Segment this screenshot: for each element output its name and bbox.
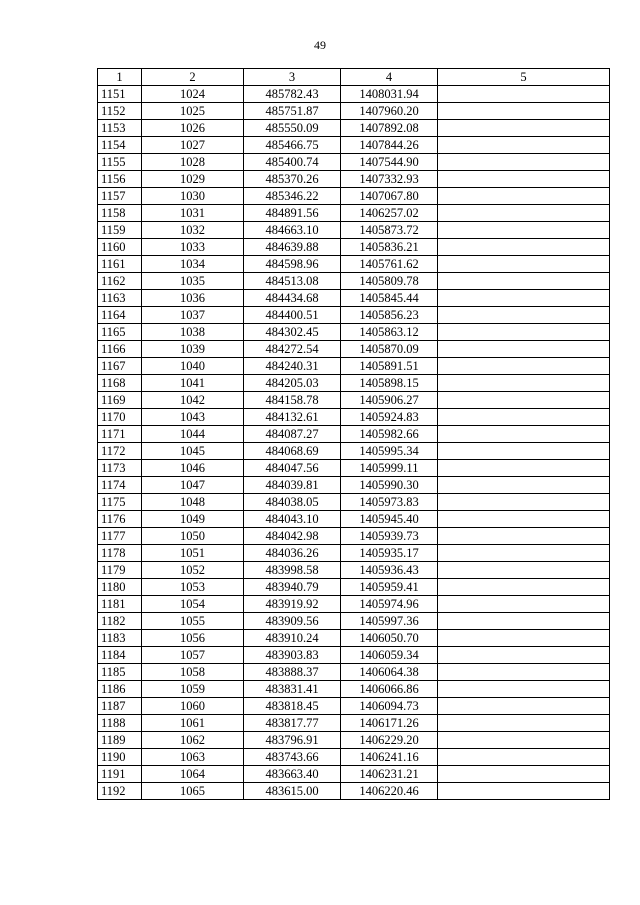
table-row [98, 341, 610, 358]
row-number-cell: 1159 [98, 222, 142, 239]
table-row [98, 239, 610, 256]
page-number: 49 [314, 38, 326, 52]
x-coordinate-cell: 484400.51 [244, 307, 341, 324]
point-number-cell: 1051 [142, 545, 244, 562]
table-row [98, 273, 610, 290]
x-coordinate-cell: 484434.68 [244, 290, 341, 307]
point-number-cell: 1039 [142, 341, 244, 358]
row-number-cell: 1163 [98, 290, 142, 307]
x-coordinate-cell: 485550.09 [244, 120, 341, 137]
point-number-cell: 1031 [142, 205, 244, 222]
point-number-cell: 1033 [142, 239, 244, 256]
note-cell [438, 698, 610, 715]
x-coordinate-cell: 483910.24 [244, 630, 341, 647]
y-coordinate-cell: 1405997.36 [341, 613, 438, 630]
x-coordinate-cell: 484891.56 [244, 205, 341, 222]
note-cell [438, 494, 610, 511]
table-row [98, 494, 610, 511]
y-coordinate-cell: 1405870.09 [341, 341, 438, 358]
x-coordinate-cell: 483998.58 [244, 562, 341, 579]
y-coordinate-cell: 1405761.62 [341, 256, 438, 273]
point-number-cell: 1053 [142, 579, 244, 596]
note-cell [438, 562, 610, 579]
note-cell [438, 749, 610, 766]
y-coordinate-cell: 1406050.70 [341, 630, 438, 647]
y-coordinate-cell: 1405873.72 [341, 222, 438, 239]
y-coordinate-cell: 1405973.83 [341, 494, 438, 511]
y-coordinate-cell: 1405995.34 [341, 443, 438, 460]
x-coordinate-cell: 484132.61 [244, 409, 341, 426]
table-row [98, 528, 610, 545]
x-coordinate-cell: 483796.91 [244, 732, 341, 749]
x-coordinate-cell: 484068.69 [244, 443, 341, 460]
point-number-cell: 1065 [142, 783, 244, 800]
row-number-cell: 1174 [98, 477, 142, 494]
y-coordinate-cell: 1405924.83 [341, 409, 438, 426]
table-row [98, 120, 610, 137]
table-row [98, 647, 610, 664]
point-number-cell: 1042 [142, 392, 244, 409]
x-coordinate-cell: 483940.79 [244, 579, 341, 596]
table-row [98, 698, 610, 715]
table-row [98, 205, 610, 222]
table-row [98, 477, 610, 494]
x-coordinate-cell: 483909.56 [244, 613, 341, 630]
table-row [98, 222, 610, 239]
y-coordinate-cell: 1405959.41 [341, 579, 438, 596]
row-number-cell: 1182 [98, 613, 142, 630]
row-number-cell: 1161 [98, 256, 142, 273]
x-coordinate-cell: 484039.81 [244, 477, 341, 494]
note-cell [438, 579, 610, 596]
x-coordinate-cell: 485782.43 [244, 86, 341, 103]
note-cell [438, 205, 610, 222]
point-number-cell: 1044 [142, 426, 244, 443]
point-number-cell: 1034 [142, 256, 244, 273]
point-number-cell: 1041 [142, 375, 244, 392]
point-number-cell: 1038 [142, 324, 244, 341]
table-row [98, 392, 610, 409]
note-cell [438, 171, 610, 188]
point-number-cell: 1035 [142, 273, 244, 290]
table-row [98, 154, 610, 171]
table-row [98, 426, 610, 443]
point-number-cell: 1056 [142, 630, 244, 647]
table-row [98, 443, 610, 460]
row-number-cell: 1183 [98, 630, 142, 647]
table-row [98, 137, 610, 154]
y-coordinate-cell: 1406059.34 [341, 647, 438, 664]
y-coordinate-cell: 1407067.80 [341, 188, 438, 205]
row-number-cell: 1167 [98, 358, 142, 375]
x-coordinate-cell: 484513.08 [244, 273, 341, 290]
row-number-cell: 1151 [98, 86, 142, 103]
point-number-cell: 1057 [142, 647, 244, 664]
point-number-cell: 1050 [142, 528, 244, 545]
x-coordinate-cell: 485400.74 [244, 154, 341, 171]
x-coordinate-cell: 484047.56 [244, 460, 341, 477]
point-number-cell: 1032 [142, 222, 244, 239]
table-row [98, 749, 610, 766]
note-cell [438, 664, 610, 681]
point-number-cell: 1028 [142, 154, 244, 171]
y-coordinate-cell: 1405863.12 [341, 324, 438, 341]
row-number-cell: 1180 [98, 579, 142, 596]
point-number-cell: 1064 [142, 766, 244, 783]
y-coordinate-cell: 1407892.08 [341, 120, 438, 137]
note-cell [438, 392, 610, 409]
table-row [98, 307, 610, 324]
table-row [98, 732, 610, 749]
note-cell [438, 783, 610, 800]
table-row [98, 256, 610, 273]
table-row [98, 103, 610, 120]
note-cell [438, 596, 610, 613]
y-coordinate-cell: 1405906.27 [341, 392, 438, 409]
point-number-cell: 1047 [142, 477, 244, 494]
point-number-cell: 1055 [142, 613, 244, 630]
row-number-cell: 1168 [98, 375, 142, 392]
y-coordinate-cell: 1407544.90 [341, 154, 438, 171]
row-number-cell: 1181 [98, 596, 142, 613]
x-coordinate-cell: 485466.75 [244, 137, 341, 154]
table-row [98, 358, 610, 375]
row-number-cell: 1191 [98, 766, 142, 783]
table-row [98, 664, 610, 681]
note-cell [438, 715, 610, 732]
x-coordinate-cell: 485370.26 [244, 171, 341, 188]
note-cell [438, 154, 610, 171]
point-number-cell: 1026 [142, 120, 244, 137]
table-body [98, 86, 610, 800]
x-coordinate-cell: 484043.10 [244, 511, 341, 528]
table-row [98, 681, 610, 698]
table-row [98, 171, 610, 188]
table-row [98, 562, 610, 579]
note-cell [438, 460, 610, 477]
note-cell [438, 324, 610, 341]
y-coordinate-cell: 1405936.43 [341, 562, 438, 579]
row-number-cell: 1190 [98, 749, 142, 766]
x-coordinate-cell: 484302.45 [244, 324, 341, 341]
y-coordinate-cell: 1406220.46 [341, 783, 438, 800]
point-number-cell: 1058 [142, 664, 244, 681]
y-coordinate-cell: 1406231.21 [341, 766, 438, 783]
point-number-cell: 1037 [142, 307, 244, 324]
x-coordinate-cell: 483888.37 [244, 664, 341, 681]
row-number-cell: 1179 [98, 562, 142, 579]
x-coordinate-cell: 485346.22 [244, 188, 341, 205]
row-number-cell: 1157 [98, 188, 142, 205]
x-coordinate-cell: 483831.41 [244, 681, 341, 698]
y-coordinate-cell: 1406064.38 [341, 664, 438, 681]
y-coordinate-cell: 1405935.17 [341, 545, 438, 562]
row-number-cell: 1170 [98, 409, 142, 426]
row-number-cell: 1186 [98, 681, 142, 698]
point-number-cell: 1040 [142, 358, 244, 375]
point-number-cell: 1061 [142, 715, 244, 732]
row-number-cell: 1189 [98, 732, 142, 749]
note-cell [438, 647, 610, 664]
note-cell [438, 681, 610, 698]
x-coordinate-cell: 484639.88 [244, 239, 341, 256]
table-row [98, 86, 610, 103]
y-coordinate-cell: 1406241.16 [341, 749, 438, 766]
point-number-cell: 1054 [142, 596, 244, 613]
note-cell [438, 341, 610, 358]
x-coordinate-cell: 484272.54 [244, 341, 341, 358]
point-number-cell: 1049 [142, 511, 244, 528]
note-cell [438, 290, 610, 307]
row-number-cell: 1154 [98, 137, 142, 154]
note-cell [438, 511, 610, 528]
note-cell [438, 766, 610, 783]
column-header-5: 5 [438, 69, 610, 86]
point-number-cell: 1027 [142, 137, 244, 154]
y-coordinate-cell: 1405939.73 [341, 528, 438, 545]
table-row [98, 613, 610, 630]
point-number-cell: 1025 [142, 103, 244, 120]
y-coordinate-cell: 1407960.20 [341, 103, 438, 120]
note-cell [438, 273, 610, 290]
row-number-cell: 1171 [98, 426, 142, 443]
row-number-cell: 1153 [98, 120, 142, 137]
point-number-cell: 1036 [142, 290, 244, 307]
x-coordinate-cell: 484038.05 [244, 494, 341, 511]
y-coordinate-cell: 1405856.23 [341, 307, 438, 324]
note-cell [438, 732, 610, 749]
table-row [98, 783, 610, 800]
note-cell [438, 545, 610, 562]
column-header-2: 2 [142, 69, 244, 86]
table-row [98, 188, 610, 205]
note-cell [438, 256, 610, 273]
point-number-cell: 1029 [142, 171, 244, 188]
note-cell [438, 188, 610, 205]
row-number-cell: 1155 [98, 154, 142, 171]
note-cell [438, 120, 610, 137]
y-coordinate-cell: 1405945.40 [341, 511, 438, 528]
table-row [98, 375, 610, 392]
row-number-cell: 1160 [98, 239, 142, 256]
y-coordinate-cell: 1407332.93 [341, 171, 438, 188]
note-cell [438, 375, 610, 392]
y-coordinate-cell: 1406257.02 [341, 205, 438, 222]
note-cell [438, 103, 610, 120]
row-number-cell: 1188 [98, 715, 142, 732]
row-number-cell: 1169 [98, 392, 142, 409]
column-header-3: 3 [244, 69, 341, 86]
x-coordinate-cell: 483903.83 [244, 647, 341, 664]
table-row [98, 579, 610, 596]
x-coordinate-cell: 484158.78 [244, 392, 341, 409]
x-coordinate-cell: 483663.40 [244, 766, 341, 783]
y-coordinate-cell: 1405809.78 [341, 273, 438, 290]
column-header-4: 4 [341, 69, 438, 86]
row-number-cell: 1172 [98, 443, 142, 460]
note-cell [438, 409, 610, 426]
x-coordinate-cell: 484042.98 [244, 528, 341, 545]
header-row [98, 69, 610, 86]
note-cell [438, 239, 610, 256]
y-coordinate-cell: 1406171.26 [341, 715, 438, 732]
x-coordinate-cell: 485751.87 [244, 103, 341, 120]
x-coordinate-cell: 483919.92 [244, 596, 341, 613]
point-number-cell: 1062 [142, 732, 244, 749]
note-cell [438, 477, 610, 494]
x-coordinate-cell: 483818.45 [244, 698, 341, 715]
x-coordinate-cell: 484087.27 [244, 426, 341, 443]
y-coordinate-cell: 1407844.26 [341, 137, 438, 154]
row-number-cell: 1152 [98, 103, 142, 120]
table-row [98, 766, 610, 783]
row-number-cell: 1164 [98, 307, 142, 324]
x-coordinate-cell: 484036.26 [244, 545, 341, 562]
row-number-cell: 1192 [98, 783, 142, 800]
y-coordinate-cell: 1405990.30 [341, 477, 438, 494]
note-cell [438, 528, 610, 545]
point-number-cell: 1043 [142, 409, 244, 426]
point-number-cell: 1063 [142, 749, 244, 766]
point-number-cell: 1060 [142, 698, 244, 715]
row-number-cell: 1176 [98, 511, 142, 528]
point-number-cell: 1052 [142, 562, 244, 579]
row-number-cell: 1173 [98, 460, 142, 477]
table-row [98, 630, 610, 647]
table-row [98, 545, 610, 562]
row-number-cell: 1178 [98, 545, 142, 562]
x-coordinate-cell: 484598.96 [244, 256, 341, 273]
point-number-cell: 1030 [142, 188, 244, 205]
point-number-cell: 1045 [142, 443, 244, 460]
y-coordinate-cell: 1405845.44 [341, 290, 438, 307]
row-number-cell: 1162 [98, 273, 142, 290]
table-row [98, 324, 610, 341]
y-coordinate-cell: 1405891.51 [341, 358, 438, 375]
row-number-cell: 1187 [98, 698, 142, 715]
table-header [98, 69, 610, 86]
y-coordinate-cell: 1406066.86 [341, 681, 438, 698]
note-cell [438, 358, 610, 375]
y-coordinate-cell: 1408031.94 [341, 86, 438, 103]
note-cell [438, 630, 610, 647]
row-number-cell: 1165 [98, 324, 142, 341]
x-coordinate-cell: 484205.03 [244, 375, 341, 392]
coordinates-table [97, 68, 610, 800]
y-coordinate-cell: 1405982.66 [341, 426, 438, 443]
y-coordinate-cell: 1405898.15 [341, 375, 438, 392]
table-row [98, 460, 610, 477]
note-cell [438, 137, 610, 154]
point-number-cell: 1059 [142, 681, 244, 698]
point-number-cell: 1046 [142, 460, 244, 477]
y-coordinate-cell: 1405999.11 [341, 460, 438, 477]
y-coordinate-cell: 1405836.21 [341, 239, 438, 256]
x-coordinate-cell: 484240.31 [244, 358, 341, 375]
point-number-cell: 1024 [142, 86, 244, 103]
note-cell [438, 613, 610, 630]
column-header-1: 1 [98, 69, 142, 86]
table-row [98, 511, 610, 528]
table-row [98, 290, 610, 307]
note-cell [438, 307, 610, 324]
row-number-cell: 1158 [98, 205, 142, 222]
table-row [98, 596, 610, 613]
note-cell [438, 426, 610, 443]
x-coordinate-cell: 483817.77 [244, 715, 341, 732]
x-coordinate-cell: 483615.00 [244, 783, 341, 800]
y-coordinate-cell: 1405974.96 [341, 596, 438, 613]
row-number-cell: 1185 [98, 664, 142, 681]
point-number-cell: 1048 [142, 494, 244, 511]
x-coordinate-cell: 484663.10 [244, 222, 341, 239]
table-row [98, 409, 610, 426]
note-cell [438, 86, 610, 103]
x-coordinate-cell: 483743.66 [244, 749, 341, 766]
note-cell [438, 222, 610, 239]
row-number-cell: 1184 [98, 647, 142, 664]
table-row [98, 715, 610, 732]
row-number-cell: 1166 [98, 341, 142, 358]
row-number-cell: 1175 [98, 494, 142, 511]
y-coordinate-cell: 1406094.73 [341, 698, 438, 715]
row-number-cell: 1177 [98, 528, 142, 545]
note-cell [438, 443, 610, 460]
y-coordinate-cell: 1406229.20 [341, 732, 438, 749]
row-number-cell: 1156 [98, 171, 142, 188]
